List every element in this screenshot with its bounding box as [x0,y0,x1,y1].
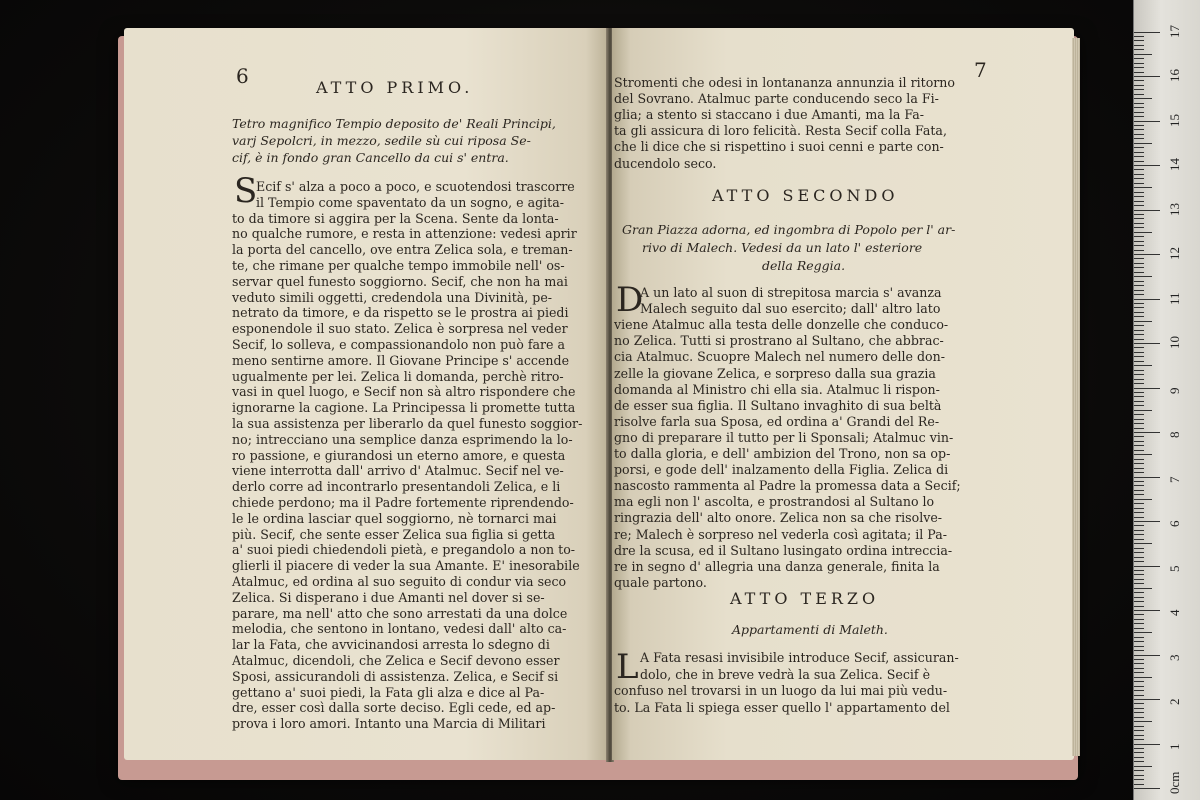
ruler-tick [1134,481,1144,482]
ruler-tick [1134,165,1160,166]
text-line: Secif, lo solleva, e compassionandolo non può fare a [232,337,566,352]
ruler-tick [1134,388,1160,389]
ruler-tick [1134,436,1144,437]
ruler-tick [1134,686,1144,687]
ruler-tick [1134,138,1144,139]
text-line: domanda al Ministro chi ella sia. Atalmuc li rispon- [614,381,940,397]
ruler-tick [1134,80,1144,81]
ruler-tick [1134,223,1144,224]
text-line: A un lato al suon di strepitosa marcia s' avanza [640,285,942,300]
text-line: melodia, che sentono in lontano, vedesi dall' alto ca- [232,621,567,637]
ruler-tick [1134,503,1144,504]
ruler-tick [1134,775,1144,776]
text-line: derlo corre ad incontrarlo presentandoli Zelica, e li [232,479,561,495]
ruler-tick [1134,174,1144,175]
ruler-tick [1134,285,1144,286]
text-line: to. La Fata li spiega esser quello l' appartamento del [614,699,950,715]
ruler-tick [1134,428,1144,429]
ruler-tick [1134,410,1152,411]
ruler-tick [1134,788,1160,789]
ruler-tick [1134,325,1144,326]
ruler-tick [1134,454,1152,455]
text-line: il Tempio come spaventato da un sogno, e agita- [256,194,564,210]
ruler-tick [1134,739,1144,740]
text-line: vasi in quel luogo, e Secif non sà altro rispondere che [232,384,576,400]
ruler-tick [1134,321,1152,322]
ruler-tick [1134,294,1144,295]
ruler-tick [1134,703,1144,704]
ruler-tick [1134,379,1144,380]
ruler-tick [1134,316,1144,317]
ruler-tick [1134,103,1144,104]
ruler-tick [1134,690,1144,691]
ruler-tick [1134,566,1160,567]
ruler-tick [1134,548,1144,549]
text-line: viene Atalmuc alla testa delle donzelle che conduco- [614,317,949,333]
ruler-tick [1134,721,1152,722]
ruler-tick [1134,178,1144,179]
ruler-label: 0cm [1167,771,1182,794]
text-line: confuso nel trovarsi in un luogo da lui mai più vedu- [614,683,948,698]
ruler-tick [1134,539,1144,540]
ruler-tick [1134,677,1152,678]
text-line: ta gli assicura di loro felicità. Resta Secif colla Fata, [614,123,947,139]
ruler-label: 11 [1167,291,1182,305]
text-line: porsi, e gode dell' inalzamento della Figlia. Zelica di [614,462,949,478]
ruler-tick [1134,161,1144,162]
ruler-tick [1134,121,1160,122]
ruler-tick [1134,450,1144,451]
ruler-label: 2 [1167,698,1182,705]
ruler-tick [1134,574,1144,575]
ruler-tick [1134,708,1144,709]
ruler-tick [1134,601,1144,602]
text-line: la sua assistenza per liberarlo da quel funesto soggior- [232,416,583,431]
text-line: servar quel funesto soggiorno. Secif, che non ha mai [232,273,568,289]
text-line: esponendole il suo stato. Zelica è sorpresa nel veder [232,321,568,337]
ruler-tick [1134,236,1144,237]
ruler-tick [1134,561,1144,562]
ruler-tick [1134,414,1144,415]
ruler-tick [1134,267,1144,268]
ruler-tick [1134,637,1144,638]
text-line: de esser sua figlia. Il Sultano invaghito di sua beltà [614,397,942,413]
ruler-tick [1134,459,1144,460]
text-line: ignorarne la cagione. La Principessa li promette tutta [232,400,576,416]
ruler-tick [1134,490,1144,491]
ruler-tick [1134,187,1152,188]
ruler-tick [1134,169,1144,170]
text-line: ma egli non l' ascolta, e prostrandosi al Sultano lo [614,494,935,510]
ruler-tick [1134,614,1144,615]
ruler-tick [1134,307,1144,308]
ruler-tick [1134,303,1144,304]
text-line: dolo, che in breve vedrà la sua Zelica. Secif è [640,666,931,682]
page-edges [1072,38,1080,756]
ruler-tick [1134,717,1144,718]
text-line: dre la scusa, ed il Sultano lusingato ordina intreccia- [614,542,953,558]
stage-direction-line: varj Sepolcri, in mezzo, sedile sù cui riposa Se- [232,133,531,148]
ruler-tick [1134,610,1160,611]
ruler-tick [1134,401,1144,402]
ruler-tick [1134,263,1144,264]
text-line: Sposi, assicurandoli di assistenza. Zelica, e Secif si [232,668,559,684]
ruler-tick [1134,441,1144,442]
ruler-tick [1134,98,1152,99]
ruler-tick [1134,663,1144,664]
ruler-tick [1134,63,1144,64]
act-two-heading: ATTO SECONDO [712,186,899,205]
ruler-tick [1134,619,1144,620]
ruler-label: 9 [1167,387,1182,394]
ruler-tick [1134,365,1152,366]
text-line: gettano a' suoi piedi, la Fata gli alza e dice al Pa- [232,684,545,700]
ruler-label: 15 [1167,113,1182,127]
ruler-tick [1134,766,1152,767]
ruler-label: 5 [1167,565,1182,572]
ruler-tick [1134,525,1144,526]
text-line: te, che rimane per qualche tempo immobile nell' os- [232,258,565,273]
ruler-tick [1134,196,1144,197]
text-line: che li dice che si rispettino i suoi cenni e parte con- [614,139,944,155]
text-line: glierli il piacere di veder la sua Amante. E' inesorabile [232,558,580,574]
ruler-tick [1134,245,1144,246]
ruler-tick [1134,655,1160,656]
text-line: veduto simili oggetti, credendola una Divinità, pe- [232,289,553,305]
ruler-tick [1134,210,1160,211]
ruler-tick [1134,276,1152,277]
ruler-tick [1134,485,1144,486]
ruler-tick [1134,156,1144,157]
text-line: la porta del cancello, ove entra Zelica sola, e treman- [232,242,573,258]
ruler-tick [1134,557,1144,558]
text-line: netrato da timore, e da rispetto se le prostra ai piedi [232,305,569,321]
ruler-tick [1134,530,1144,531]
ruler-tick [1134,334,1144,335]
ruler-tick [1134,36,1144,37]
ruler-tick [1134,134,1144,135]
ruler-tick [1134,330,1144,331]
ruler-tick [1134,147,1144,148]
act-three-heading: ATTO TERZO [730,589,880,608]
text-line: le le ordina lasciar quel soggiorno, nè tornarci mai [232,510,557,526]
ruler-label: 12 [1167,247,1182,260]
ruler-tick [1134,218,1144,219]
text-line: ugualmente per lei. Zelica li domanda, perchè ritro- [232,368,564,384]
ruler-tick [1134,370,1144,371]
ruler-tick [1134,650,1144,651]
ruler-tick [1134,374,1144,375]
ruler-tick [1134,116,1144,117]
ruler-tick [1134,726,1144,727]
ruler-label: 17 [1167,24,1182,38]
ruler-tick [1134,396,1144,397]
text-line: ringrazia dell' alto onore. Zelica non sa che risolve- [614,510,943,526]
ruler-label: 6 [1167,520,1182,527]
ruler-tick [1134,761,1144,762]
text-line: zelle la giovane Zelica, e sorpreso dalla sua grazia [614,365,936,381]
ruler-label: 10 [1167,336,1182,349]
ruler-tick [1134,770,1144,771]
ruler-tick [1134,45,1144,46]
text-line: ducendolo seco. [614,155,717,171]
left-page-number: 6 [236,64,249,88]
ruler-tick [1134,748,1144,749]
ruler-tick [1134,347,1144,348]
text-line: chiede perdono; ma il Padre fortemente riprendendo- [232,495,574,510]
ruler-tick [1134,579,1144,580]
ruler-tick [1134,361,1144,362]
ruler-tick [1134,405,1144,406]
text-line: lar la Fata, che avvicinandosi arresta lo sdegno di [232,637,550,653]
stage-direction-line: cif, è in fondo gran Cancello da cui s' entra. [232,150,509,165]
ruler-tick [1134,152,1144,153]
ruler-tick [1134,254,1160,255]
ruler-tick [1134,72,1144,73]
ruler-tick [1134,752,1144,753]
ruler-tick [1134,695,1144,696]
ruler-tick [1134,49,1144,50]
text-line: Zelica. Si disperano i due Amanti nel dover si se- [232,589,545,605]
left-page [124,28,610,760]
ruler-tick [1134,646,1144,647]
ruler-tick [1134,744,1160,745]
ruler-tick [1134,552,1144,553]
ruler-tick [1134,143,1152,144]
text-line: quale partono. [614,574,707,590]
ruler-tick [1134,432,1160,433]
ruler-label: 8 [1167,431,1182,438]
ruler-label: 13 [1167,202,1182,216]
ruler-tick [1134,241,1144,242]
text-line: risolve farla sua Sposa, ed ordina a' Grandi del Re- [614,413,940,429]
ruler-tick [1134,477,1160,478]
ruler-tick [1134,499,1152,500]
act-one-drop-cap: S [234,171,258,211]
ruler-tick [1134,339,1144,340]
text-line: to da timore si aggira per la Scena. Sente da lonta- [232,210,559,226]
text-line: to dalla gloria, e dell' ambizion del Trono, non sa op- [614,446,951,461]
ruler-tick [1134,352,1144,353]
ruler-label: 1 [1167,743,1182,750]
ruler-tick [1134,784,1144,785]
ruler-tick [1134,281,1144,282]
ruler-tick [1134,534,1144,535]
ruler-tick [1134,668,1144,669]
text-line: ro passione, e giurandosi un eterno amore, e questa [232,447,566,463]
ruler-tick [1134,730,1144,731]
text-line: viene interrotta dall' arrivo d' Atalmuc. Secif nel ve- [232,463,564,479]
ruler-tick [1134,419,1144,420]
text-line: Stromenti che odesi in lontananza annunzia il ritorno [614,75,955,90]
act-two-drop-cap: D [616,280,644,320]
ruler-tick [1134,67,1144,68]
text-line: meno sentirne amore. Il Giovane Principe s' accende [232,352,570,368]
text-line: Ecif s' alza a poco a poco, e scuotendosi trascorre [256,179,575,194]
ruler-tick [1134,517,1144,518]
ruler-tick [1134,85,1144,86]
open-book [118,28,1078,780]
ruler-tick [1134,112,1144,113]
text-line: cia Atalmuc. Scuopre Malech nel numero delle don- [614,349,945,365]
text-line: del Sovrano. Atalmuc parte conducendo seco la Fi- [614,91,939,107]
ruler-tick [1134,290,1144,291]
ruler-tick [1134,592,1144,593]
stage-direction-line: Tetro magnifico Tempio deposito de' Reali Principi, [232,116,556,131]
ruler-tick [1134,392,1144,393]
ruler-tick [1134,299,1160,300]
ruler-tick [1134,356,1144,357]
ruler-tick [1134,183,1144,184]
ruler-tick [1134,58,1144,59]
ruler-tick [1134,312,1144,313]
text-line: Malech seguito dal suo esercito; dall' altro lato [640,301,941,317]
ruler-label: 3 [1167,654,1182,661]
act-three-drop-cap: L [616,647,639,687]
stage-direction-line: Gran Piazza adorna, ed ingombra di Popolo per l' ar- [622,222,956,237]
stage-direction-line: Appartamenti di Maleth. [732,622,888,637]
ruler-tick [1134,712,1144,713]
ruler-tick [1134,94,1144,95]
ruler-tick [1134,192,1144,193]
right-page [612,28,1074,760]
text-line: glia; a stento si staccano i due Amanti, ma la Fa- [614,107,925,123]
text-line: Atalmuc, dicendoli, che Zelica e Secif devono esser [232,653,560,668]
ruler-label: 4 [1167,609,1182,616]
text-line: A Fata resasi invisibile introduce Secif, assicuran- [640,650,959,665]
stage-direction-line: della Reggia. [762,258,846,273]
ruler-tick [1134,570,1144,571]
ruler-tick [1134,423,1144,424]
text-line: a' suoi piedi chiedendoli pietà, e pregandolo a non to- [232,542,576,558]
ruler-tick [1134,129,1144,130]
text-line: Atalmuc, ed ordina al suo seguito di condur via seco [232,574,567,589]
text-line: no qualche rumore, e resta in attenzione: vedesi aprir [232,226,577,242]
ruler-tick [1134,445,1144,446]
ruler-tick [1134,735,1144,736]
right-page-number: 7 [974,58,987,82]
ruler-tick [1134,659,1144,660]
text-line: più. Secif, che sente esser Zelica sua figlia si getta [232,526,556,542]
ruler-tick [1134,76,1160,77]
ruler-tick [1134,512,1144,513]
ruler-tick [1134,757,1144,758]
ruler-tick [1134,472,1144,473]
ruler-tick [1134,232,1152,233]
measurement-ruler [1133,0,1200,800]
act-one-heading: ATTO PRIMO. [316,78,474,97]
ruler-label: 14 [1167,158,1182,171]
ruler-tick [1134,107,1144,108]
ruler-tick [1134,494,1144,495]
ruler-tick [1134,383,1144,384]
ruler-tick [1134,521,1160,522]
ruler-tick [1134,205,1144,206]
ruler-tick [1134,250,1144,251]
ruler-tick [1134,54,1152,55]
ruler-tick [1134,201,1144,202]
ruler-tick [1134,468,1144,469]
text-line: re; Malech è sorpreso nel vederla così agitata; il Pa- [614,526,947,542]
ruler-tick [1134,32,1160,33]
stage-direction-line: rivo di Malech. Vedesi da un lato l' esteriore [642,240,923,255]
ruler-tick [1134,214,1144,215]
ruler-tick [1134,463,1144,464]
ruler-tick [1134,583,1144,584]
text-line: no Zelica. Tutti si prostrano al Sultano, che abbrac- [614,333,944,349]
text-line: nascosto rammenta al Padre la promessa data a Secif; [614,478,961,494]
text-line: dre, esser così dalla sorte deciso. Egli cede, ed ap- [232,700,556,716]
ruler-tick [1134,606,1144,607]
ruler-tick [1134,125,1144,126]
ruler-tick [1134,597,1144,598]
ruler-tick [1134,89,1144,90]
ruler-tick [1134,258,1144,259]
ruler-tick [1134,227,1144,228]
ruler-tick [1134,40,1144,41]
ruler-tick [1134,623,1144,624]
text-line: no; intrecciano una semplice danza esprimendo la lo- [232,431,573,447]
ruler-tick [1134,508,1144,509]
ruler-tick [1134,641,1144,642]
ruler-tick [1134,779,1144,780]
ruler-tick [1134,672,1144,673]
text-line: gno di preparare il tutto per li Sponsali; Atalmuc vin- [614,429,954,445]
ruler-label: 7 [1167,476,1182,483]
ruler-tick [1134,632,1152,633]
ruler-label: 16 [1167,69,1182,82]
ruler-tick [1134,681,1144,682]
ruler-tick [1134,343,1160,344]
ruler-tick [1134,628,1144,629]
ruler-tick [1134,699,1160,700]
text-line: parare, ma nell' atto che sono arrestati da una dolce [232,605,568,621]
ruler-tick [1134,588,1152,589]
text-line: re in segno d' allegria una danza generale, finita la [614,558,940,574]
text-line: prova i loro amori. Intanto una Marcia di Militari [232,716,546,732]
ruler-tick [1134,272,1144,273]
ruler-tick [1134,543,1152,544]
